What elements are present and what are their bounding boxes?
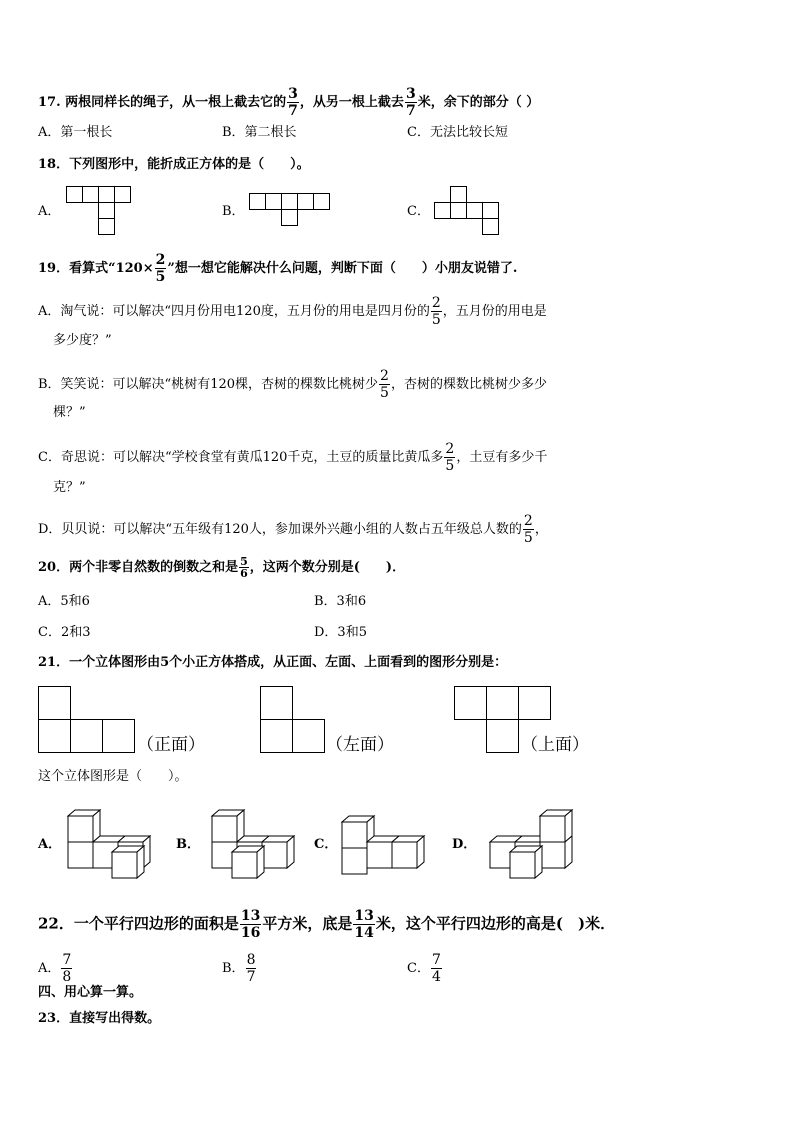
- q22-fraction-2: [353, 908, 374, 941]
- fraction-numerator: 3: [288, 86, 298, 102]
- q18-stem: [38, 156, 310, 174]
- q21-solid-a[interactable]: [60, 808, 160, 880]
- fraction-numerator: 8: [246, 952, 256, 968]
- q19-option-a-text-2: ，五月份的用电是: [442, 304, 547, 319]
- q21-view-left: [260, 686, 330, 754]
- q19-option-a[interactable]: [38, 295, 547, 328]
- q19-option-c[interactable]: [38, 441, 547, 474]
- q21-view-left-label: （左面）: [326, 735, 394, 755]
- q20-option-b[interactable]: B．3和6: [314, 594, 367, 609]
- q18-net-a[interactable]: [66, 186, 136, 236]
- fraction-numerator: 2: [380, 368, 389, 384]
- q19-option-c-text-1: C．奇思说：可以解决“学校食堂有黄瓜120千克，土豆的质量比黄瓜多: [38, 450, 444, 465]
- fraction-numerator: 2: [155, 252, 166, 268]
- fraction-numerator: 2: [445, 441, 455, 457]
- q19-option-d[interactable]: [38, 513, 548, 546]
- q18-label-c[interactable]: C．: [407, 204, 430, 219]
- fraction-denominator: 5: [155, 269, 166, 285]
- q19-option-d-text-2: ，: [534, 522, 548, 537]
- q19-option-d-text-1: D．贝贝说：可以解决“五年级有120人，参加课外兴趣小组的人数占五年级总人数的: [38, 522, 522, 537]
- q22-option-a[interactable]: [38, 952, 73, 985]
- q21-label-b[interactable]: B．: [176, 837, 200, 852]
- q23-stem: [38, 1010, 160, 1028]
- q23-number: 23．: [38, 1011, 70, 1026]
- q19-option-b-cont: 棵？”: [53, 405, 86, 420]
- q19-text-1: 看算式“120×: [69, 261, 154, 276]
- fraction-denominator: 5: [445, 458, 455, 474]
- q22-stem: [38, 908, 615, 941]
- q17-option-a[interactable]: A．第一根长: [38, 125, 113, 140]
- q21-view-top-label: （上面）: [521, 735, 589, 755]
- q21-solid-b[interactable]: [204, 808, 304, 880]
- q17-text-2: ，从另一根上截去: [299, 95, 404, 110]
- fraction-denominator: 5: [431, 312, 441, 328]
- q21-view-front: [38, 686, 138, 754]
- q20-option-d[interactable]: D．3和5: [314, 625, 367, 640]
- fraction-denominator: 7: [288, 103, 298, 119]
- q20-fraction: [239, 556, 249, 579]
- fraction-numerator: 7: [431, 952, 441, 968]
- q22-option-b-label: B．: [222, 961, 245, 976]
- q21-label-d[interactable]: D．: [452, 837, 477, 852]
- q18-net-c[interactable]: [434, 186, 504, 236]
- q21-number: 21．: [38, 655, 70, 670]
- q20-option-c[interactable]: C．2和3: [38, 625, 91, 640]
- q19-option-a-cont: 多少度？”: [53, 333, 112, 348]
- q22-option-c[interactable]: [407, 952, 443, 985]
- q22-text-2: 平方米，底是: [262, 914, 353, 933]
- fraction-numerator: 7: [62, 952, 72, 968]
- q20-number: 20．: [38, 560, 70, 575]
- fraction-denominator: 7: [246, 969, 256, 985]
- fraction-denominator: 7: [405, 103, 416, 119]
- q20-text-1: 两个非零自然数的倒数之和是: [69, 560, 239, 575]
- q19-option-b-text-1: B．笑笑说：可以解决“桃树有120棵，杏树的棵数比桃树少: [38, 377, 379, 392]
- fraction-denominator: 5: [380, 385, 389, 401]
- q20-text-2: ，这两个数分别是( )．: [249, 560, 406, 575]
- q17-fraction-1: [287, 86, 299, 119]
- q21-question: 这个立体图形是（ ）。: [38, 769, 188, 784]
- q18-text: 下列图形中，能折成正方体的是（ ）。: [69, 157, 310, 172]
- q18-label-a[interactable]: A．: [38, 204, 61, 219]
- q21-solid-c[interactable]: [338, 808, 438, 880]
- q22-text-3: 米，这个平行四边形的高是( )米．: [375, 914, 616, 933]
- q20-stem: [38, 556, 405, 579]
- q19-text-2: ”想一想它能解决什么问题，判断下面（ ）小朋友说错了.: [167, 261, 518, 276]
- q22-option-c-label: C．: [407, 961, 430, 976]
- q17-option-b[interactable]: B．第二根长: [222, 125, 297, 140]
- fraction-denominator: 4: [431, 969, 441, 985]
- q18-number: 18．: [38, 157, 70, 172]
- q19-fraction: [155, 252, 167, 285]
- q17-option-c[interactable]: C．无法比较长短: [407, 125, 508, 140]
- q21-text: 一个立体图形由5个小正方体搭成，从正面、左面、上面看到的图形分别是：: [69, 655, 508, 670]
- fraction-numerator: 2: [431, 295, 441, 311]
- q19-option-a-text-1: A．淘气说：可以解决“四月份用电120度，五月份的用电是四月份的: [38, 304, 430, 319]
- q19-option-b[interactable]: [38, 368, 547, 401]
- q17-number: 17.: [38, 95, 61, 110]
- q21-label-c[interactable]: C．: [314, 837, 338, 852]
- q19-option-c-cont: 克？”: [53, 480, 86, 495]
- q19-option-d-fraction: [523, 513, 534, 546]
- q21-view-front-label: （正面）: [137, 735, 205, 755]
- q20-option-a[interactable]: A．5和6: [38, 594, 90, 609]
- q18-label-b[interactable]: B．: [222, 204, 245, 219]
- q19-option-c-fraction: [444, 441, 455, 474]
- fraction-numerator: 5: [240, 555, 248, 568]
- q19-stem: [38, 252, 517, 285]
- q19-option-a-fraction: [431, 295, 442, 328]
- fraction-denominator: 5: [523, 530, 533, 546]
- q22-text-1: 一个平行四边形的面积是: [73, 914, 239, 933]
- q22-option-a-label: A．: [38, 961, 61, 976]
- q22-option-b[interactable]: [222, 952, 257, 985]
- q22-number: 22．: [38, 914, 74, 933]
- q21-solid-d[interactable]: [486, 808, 586, 880]
- q19-option-b-fraction: [379, 368, 390, 401]
- q17-stem: [38, 86, 539, 119]
- section-4-heading: 四、用心算一算。: [38, 985, 143, 1000]
- q21-stem: [38, 654, 507, 672]
- q22-fraction-1: [240, 908, 261, 941]
- fraction-denominator: 6: [240, 567, 248, 580]
- fraction-denominator: 8: [62, 969, 72, 985]
- q21-label-a[interactable]: A．: [38, 837, 62, 852]
- fraction-numerator: 2: [523, 513, 533, 529]
- q17-fraction-2: [405, 86, 417, 119]
- q22-option-c-fraction: [431, 952, 442, 985]
- q19-option-b-text-2: ，杏树的棵数比桃树少多少: [390, 377, 547, 392]
- fraction-denominator: 14: [354, 925, 374, 941]
- q17-text-1: 两根同样长的绳子，从一根上截去它的: [65, 95, 287, 110]
- fraction-numerator: 13: [354, 908, 374, 924]
- fraction-denominator: 16: [240, 925, 261, 941]
- q22-option-a-fraction: [61, 952, 72, 985]
- q23-text: 直接写出得数。: [69, 1011, 161, 1026]
- q17-text-3: 米，余下的部分（ ）: [417, 95, 540, 110]
- fraction-numerator: 3: [405, 86, 416, 102]
- q19-option-c-text-2: ，土豆有多少千: [456, 450, 548, 465]
- q22-option-b-fraction: [246, 952, 257, 985]
- fraction-numerator: 13: [240, 908, 261, 924]
- q19-number: 19．: [38, 261, 70, 276]
- q18-net-b[interactable]: [249, 193, 339, 229]
